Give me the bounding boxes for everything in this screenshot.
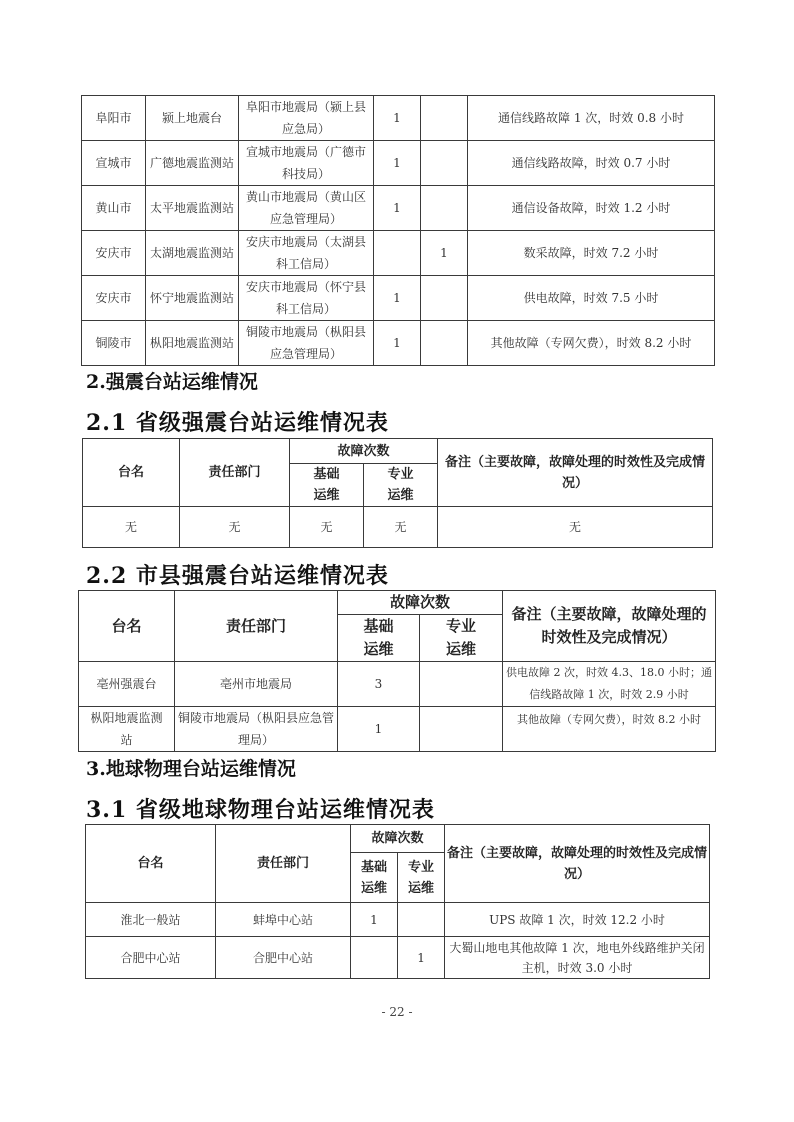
table-title-city-county-strong-motion: 2.2 市县强震台站运维情况表 [86, 563, 389, 589]
station-name-cell: 亳州强震台 [79, 662, 175, 707]
station-cell: 枞阳地震监测站 [146, 321, 239, 366]
station-name-cell: 枞阳地震监测站 [79, 707, 175, 752]
city-cell: 铜陵市 [82, 321, 146, 366]
header-pro-maintenance: 专业运维 [420, 615, 503, 662]
dept-cell: 铜陵市地震局（枞阳县应急管理局） [175, 707, 338, 752]
basic-count-cell [374, 231, 421, 276]
dept-cell: 安庆市地震局（太湖县科工信局） [239, 231, 374, 276]
pro-count-cell [420, 707, 503, 752]
dept-cell: 无 [180, 507, 290, 548]
table-title-provincial-strong-motion: 2.1 省级强震台站运维情况表 [86, 410, 389, 436]
station-cell: 太湖地震监测站 [146, 231, 239, 276]
pro-count-cell: 1 [421, 231, 468, 276]
table-row [79, 662, 716, 707]
section-heading-strong-motion: 2.强震台站运维情况 [86, 371, 258, 393]
pro-count-cell [421, 276, 468, 321]
table-row [82, 321, 715, 366]
pro-count-cell: 1 [398, 937, 445, 979]
table-row [82, 141, 715, 186]
table-title-provincial-geophysical: 3.1 省级地球物理台站运维情况表 [86, 797, 435, 823]
note-cell: 数采故障，时效 7.2 小时 [468, 231, 715, 276]
city-county-strong-motion-table [78, 590, 716, 752]
table-row [86, 937, 710, 979]
header-pro-maintenance: 专业运维 [398, 853, 445, 903]
table-row [86, 903, 710, 937]
city-cell: 安庆市 [82, 276, 146, 321]
pro-count-cell: 无 [364, 507, 438, 548]
note-cell: UPS 故障 1 次，时效 12.2 小时 [445, 903, 710, 937]
header-basic-maintenance: 基础运维 [290, 464, 364, 507]
basic-count-cell: 1 [374, 141, 421, 186]
header-basic-maintenance: 基础运维 [338, 615, 420, 662]
basic-count-cell: 1 [374, 96, 421, 141]
basic-count-cell: 1 [374, 186, 421, 231]
dept-cell: 铜陵市地震局（枞阳县应急管理局） [239, 321, 374, 366]
section-heading-geophysical: 3.地球物理台站运维情况 [86, 758, 296, 780]
pro-count-cell [421, 321, 468, 366]
note-cell: 通信线路故障，时效 0.7 小时 [468, 141, 715, 186]
dept-cell: 宣城市地震局（广德市科技局） [239, 141, 374, 186]
note-cell: 大蜀山地电其他故障 1 次，地电外线路维护关闭主机，时效 3.0 小时 [445, 937, 710, 979]
header-station-name: 台名 [83, 439, 180, 507]
pro-count-cell [420, 662, 503, 707]
basic-count-cell: 1 [374, 321, 421, 366]
page-number: - 22 - [381, 1005, 413, 1019]
city-cell: 黄山市 [82, 186, 146, 231]
header-basic-maintenance: 基础运维 [351, 853, 398, 903]
note-cell: 无 [438, 507, 713, 548]
station-name-cell: 合肥中心站 [86, 937, 216, 979]
header-pro-maintenance: 专业运维 [364, 464, 438, 507]
pro-count-cell [398, 903, 445, 937]
pro-count-cell [421, 141, 468, 186]
station-cell: 怀宁地震监测站 [146, 276, 239, 321]
city-station-maintenance-table-continued [81, 95, 715, 366]
note-cell: 供电故障，时效 7.5 小时 [468, 276, 715, 321]
note-cell: 供电故障 2 次，时效 4.3、18.0 小时；通信线路故障 1 次，时效 2.9 小时 [503, 662, 716, 707]
table-row [82, 231, 715, 276]
header-note: 备注（主要故障，故障处理的时效性及完成情况） [438, 439, 713, 507]
provincial-strong-motion-table [82, 438, 713, 548]
header-station-name: 台名 [86, 825, 216, 903]
header-dept: 责任部门 [175, 591, 338, 662]
station-name-cell: 无 [83, 507, 180, 548]
station-cell: 颍上地震台 [146, 96, 239, 141]
header-fault-count: 故障次数 [351, 825, 445, 853]
dept-cell: 亳州市地震局 [175, 662, 338, 707]
basic-count-cell: 1 [351, 903, 398, 937]
header-fault-count: 故障次数 [290, 439, 438, 464]
station-cell: 太平地震监测站 [146, 186, 239, 231]
table-row [82, 276, 715, 321]
dept-cell: 合肥中心站 [216, 937, 351, 979]
pro-count-cell [421, 96, 468, 141]
note-cell: 通信设备故障，时效 1.2 小时 [468, 186, 715, 231]
header-dept: 责任部门 [216, 825, 351, 903]
station-name-cell: 淮北一般站 [86, 903, 216, 937]
note-cell: 其他故障（专网欠费），时效 8.2 小时 [468, 321, 715, 366]
city-cell: 安庆市 [82, 231, 146, 276]
note-cell: 通信线路故障 1 次，时效 0.8 小时 [468, 96, 715, 141]
header-note: 备注（主要故障，故障处理的时效性及完成情况） [445, 825, 710, 903]
pro-count-cell [421, 186, 468, 231]
basic-count-cell: 1 [374, 276, 421, 321]
city-cell: 阜阳市 [82, 96, 146, 141]
basic-count-cell [351, 937, 398, 979]
city-cell: 宣城市 [82, 141, 146, 186]
dept-cell: 安庆市地震局（怀宁县科工信局） [239, 276, 374, 321]
provincial-geophysical-table [85, 824, 710, 979]
basic-count-cell: 无 [290, 507, 364, 548]
table-row [82, 96, 715, 141]
header-fault-count: 故障次数 [338, 591, 503, 615]
basic-count-cell: 1 [338, 707, 420, 752]
table-row [79, 707, 716, 752]
dept-cell: 黄山市地震局（黄山区应急管理局） [239, 186, 374, 231]
dept-cell: 蚌埠中心站 [216, 903, 351, 937]
table-row [83, 507, 713, 548]
table-row [82, 186, 715, 231]
station-cell: 广德地震监测站 [146, 141, 239, 186]
header-dept: 责任部门 [180, 439, 290, 507]
basic-count-cell: 3 [338, 662, 420, 707]
dept-cell: 阜阳市地震局（颍上县应急局） [239, 96, 374, 141]
header-station-name: 台名 [79, 591, 175, 662]
header-note: 备注（主要故障，故障处理的时效性及完成情况） [503, 591, 716, 662]
note-cell: 其他故障（专网欠费），时效 8.2 小时 [503, 707, 716, 752]
